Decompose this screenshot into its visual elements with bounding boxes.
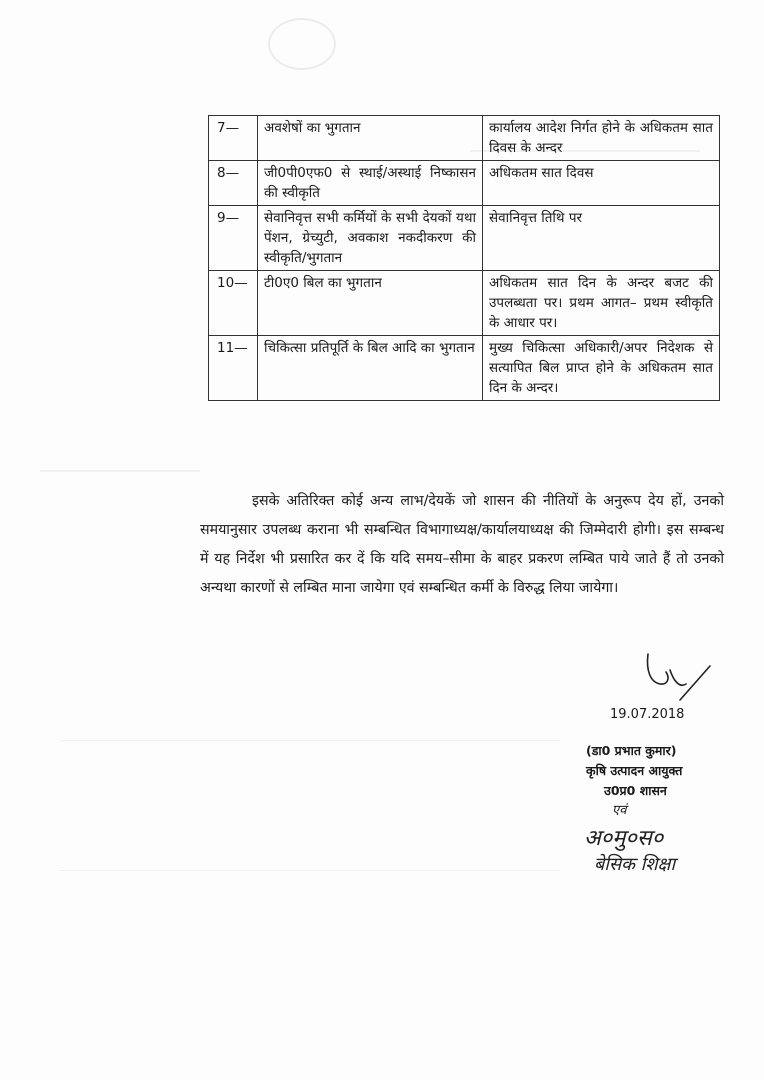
row-term: मुख्य चिकित्सा अधिकारी/अपर निदेशक से सत्यापित बिल प्राप्त होने के अधिकतम सात दिन के अन्दर।: [483, 336, 720, 401]
row-item: अवशेषों का भुगतान: [258, 116, 483, 161]
table-row: [209, 336, 720, 401]
bleedthrough-mark: [40, 470, 200, 472]
row-number: 10—: [209, 271, 258, 336]
row-term: कार्यालय आदेश निर्गत होने के अधिकतम सात दिवस के अन्दर: [483, 116, 720, 161]
bleedthrough-mark: [60, 870, 560, 871]
handwritten-designation: अ०मु०स०: [584, 826, 664, 851]
row-term: अधिकतम सात दिवस: [483, 161, 720, 206]
table-row: [209, 271, 720, 336]
row-number: 8—: [209, 161, 258, 206]
timeline-table: [208, 115, 720, 401]
signatory-designation: कृषि उत्पादन आयुक्त: [586, 763, 683, 778]
row-item: सेवानिवृत्त सभी कर्मियों के सभी देयकों यथा पेंशन, ग्रेच्युटी, अवकाश नकदीकरण की स्वीकृति/भुगतान: [258, 206, 483, 271]
signature-scribble-icon: [640, 648, 720, 708]
signature-date: 19.07.2018: [610, 707, 685, 722]
bleedthrough-mark: [60, 740, 560, 741]
table-row: [209, 206, 720, 271]
handwritten-department: बेसिक शिक्षा: [594, 854, 676, 875]
conjunction-text: एवं: [612, 803, 627, 818]
row-number: 11—: [209, 336, 258, 401]
row-item: जी0पी0एफ0 से स्थाई/अस्थाई निष्कासन की स्वीकृति: [258, 161, 483, 206]
signatory-state: उ0प्र0 शासन: [604, 783, 667, 798]
row-item: टी0ए0 बिल का भुगतान: [258, 271, 483, 336]
row-term: सेवानिवृत्त तिथि पर: [483, 206, 720, 271]
table-row: [209, 161, 720, 206]
row-number: 7—: [209, 116, 258, 161]
row-term: अधिकतम सात दिन के अन्दर बजट की उपलब्धता पर। प्रथम आगत– प्रथम स्वीकृति के आधार पर।: [483, 271, 720, 336]
table-row: [209, 116, 720, 161]
row-number: 9—: [209, 206, 258, 271]
instruction-paragraph: इसके अतिरिक्त कोई अन्य लाभ/देयकें जो शासन की नीतियों के अनुरूप देय हों, उनको समयानुसार उपलब्ध कराना भी सम्बन्धित विभागाध्यक्ष/कार्यालयाध्यक्ष की जिम्मेदारी होगी। इस सम्बन्ध में यह निर्देश भी प्रसारित कर दें कि यदि समय–सीमा के बाहर प्रकरण लम्बित पाये जाते हैं तो उनको अन्यथा कारणों से लम्बित माना जायेगा एवं सम्बन्धित कर्मी के विरुद्ध लिया जायेगा।: [200, 493, 724, 596]
row-item: चिकित्सा प्रतिपूर्ति के बिल आदि का भुगतान: [258, 336, 483, 401]
bleedthrough-emblem: [268, 18, 336, 70]
signatory-name: (डा0 प्रभात कुमार): [586, 743, 677, 758]
